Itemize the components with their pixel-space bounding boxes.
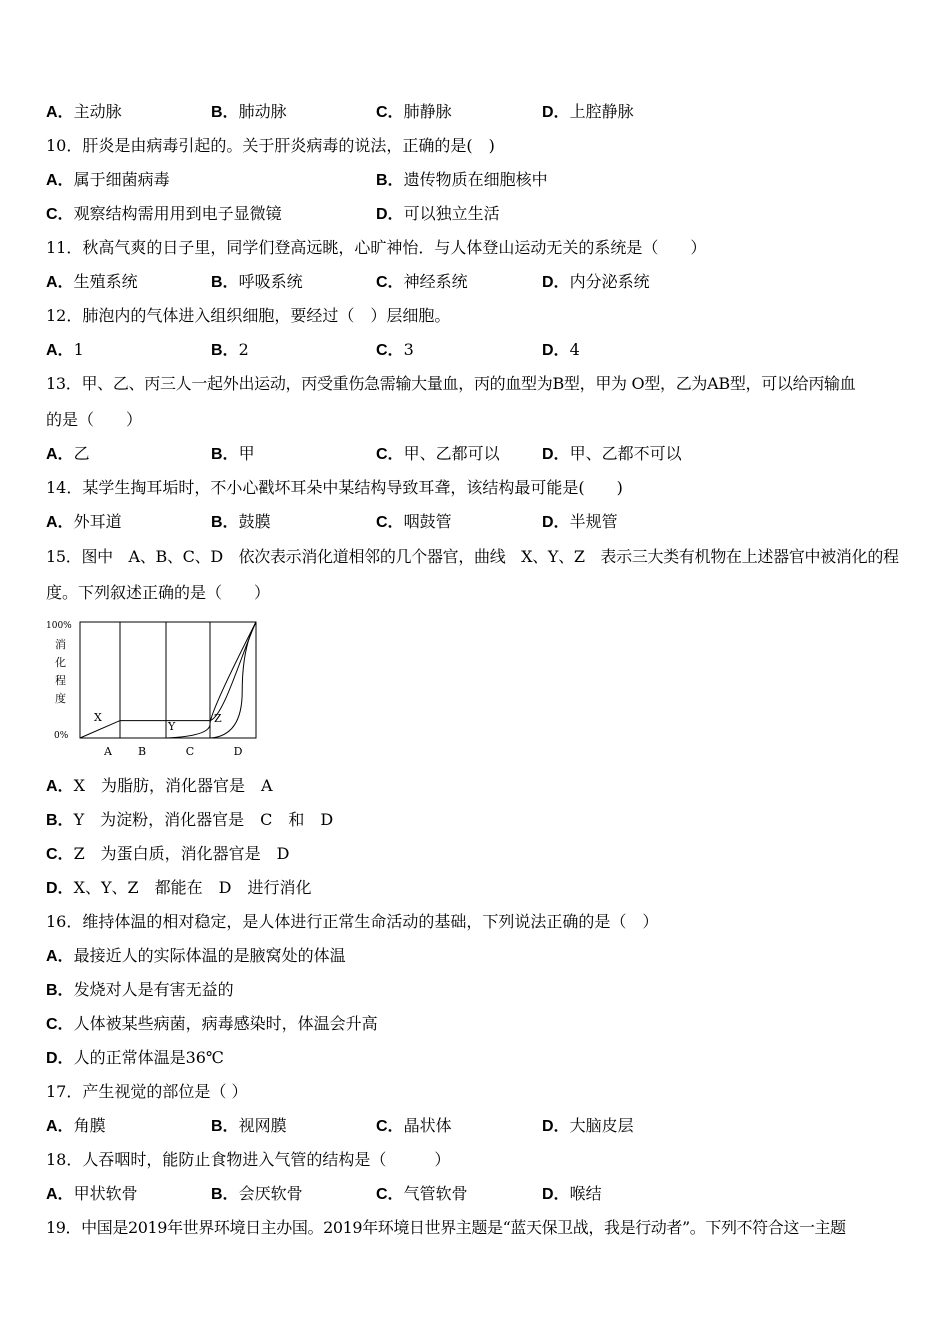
q13-stem-line1: 13．甲、乙、丙三人一起外出运动，丙受重伤急需输大量血，丙的血型为B型，甲为 O型，乙为AB型，可以给丙输血 xyxy=(46,374,856,393)
q9-option-b[interactable] xyxy=(211,101,287,124)
option-letter: B． xyxy=(46,982,74,999)
option-text: 人体被某些病菌，病毒感染时，体温会升高 xyxy=(73,1014,378,1033)
option-letter: B． xyxy=(211,1186,239,1203)
q15-option-b[interactable] xyxy=(46,809,333,832)
q12-option-a[interactable] xyxy=(46,339,84,362)
option-letter: C． xyxy=(376,342,404,359)
option-letter: B． xyxy=(211,104,239,121)
option-text: 鼓膜 xyxy=(238,512,271,531)
option-letter: C． xyxy=(46,846,74,863)
option-text: 1 xyxy=(73,340,84,359)
y-axis-label xyxy=(55,637,66,705)
option-letter: D． xyxy=(542,1186,570,1203)
option-text: 4 xyxy=(569,340,580,359)
option-letter: D． xyxy=(376,206,404,223)
option-letter: C． xyxy=(376,104,404,121)
option-letter: C． xyxy=(376,1118,404,1135)
option-text: 观察结构需用用到电子显微镜 xyxy=(73,204,282,223)
option-text: 外耳道 xyxy=(73,512,122,531)
option-text: 神经系统 xyxy=(403,272,468,291)
q17-option-b[interactable] xyxy=(211,1115,287,1138)
q12-option-c[interactable] xyxy=(376,339,414,362)
q15-option-c[interactable] xyxy=(46,843,290,866)
q14-stem: 14．某学生掏耳垢时，不小心戳坏耳朵中某结构导致耳聋，该结构最可能是( ) xyxy=(46,478,623,497)
option-text: X、Y、Z 都能在 D 进行消化 xyxy=(73,878,312,897)
option-letter: B． xyxy=(211,342,239,359)
option-text: 生殖系统 xyxy=(73,272,138,291)
q9-option-d[interactable] xyxy=(542,101,634,124)
option-letter: D． xyxy=(542,446,570,463)
option-text: 甲状软骨 xyxy=(73,1184,138,1203)
digestion-chart xyxy=(46,614,266,764)
option-letter: A． xyxy=(46,1186,74,1203)
q9-option-a[interactable] xyxy=(46,101,122,124)
q9-option-c[interactable] xyxy=(376,101,452,124)
option-letter: D． xyxy=(542,1118,570,1135)
q13-option-c[interactable] xyxy=(376,443,500,466)
option-letter: B． xyxy=(211,274,239,291)
q10-option-b[interactable] xyxy=(376,169,548,192)
option-letter: A． xyxy=(46,446,74,463)
q18-option-d[interactable] xyxy=(542,1183,602,1206)
q10-option-a[interactable] xyxy=(46,169,170,192)
option-text: 肺动脉 xyxy=(238,102,287,121)
q17-option-a[interactable] xyxy=(46,1115,106,1138)
option-letter: A． xyxy=(46,104,74,121)
option-text: 喉结 xyxy=(569,1184,602,1203)
y-axis-label-char: 消 xyxy=(55,638,66,651)
option-text: 内分泌系统 xyxy=(569,272,650,291)
q10-option-d[interactable] xyxy=(376,203,500,226)
q10-option-c[interactable] xyxy=(46,203,282,226)
option-text: 可以独立生活 xyxy=(403,204,500,223)
option-text: Y 为淀粉，消化器官是 C 和 D xyxy=(73,810,334,829)
option-letter: D． xyxy=(542,104,570,121)
option-text: 肺静脉 xyxy=(403,102,452,121)
option-text: 咽鼓管 xyxy=(403,512,452,531)
option-text: 属于细菌病毒 xyxy=(73,170,170,189)
q15-option-d[interactable] xyxy=(46,877,311,900)
option-letter: A． xyxy=(46,514,74,531)
q17-option-c[interactable] xyxy=(376,1115,452,1138)
q13-option-a[interactable] xyxy=(46,443,90,466)
option-text: X 为脂肪，消化器官是 A xyxy=(73,776,273,795)
option-letter: A． xyxy=(46,948,74,965)
q11-option-c[interactable] xyxy=(376,271,468,294)
option-letter: B． xyxy=(211,514,239,531)
q19-stem: 19．中国是2019年世界环境日主办国。2019年环境日世界主题是“蓝天保卫战，我是行动者”。下列不符合这一主题 xyxy=(46,1218,846,1237)
option-text: 乙 xyxy=(73,444,90,463)
q13-option-b[interactable] xyxy=(211,443,255,466)
option-letter: C． xyxy=(46,1016,74,1033)
option-letter: B． xyxy=(211,446,239,463)
option-letter: A． xyxy=(46,342,74,359)
option-text: 发烧对人是有害无益的 xyxy=(73,980,234,999)
option-letter: A． xyxy=(46,172,74,189)
q13-stem-line2: 的是（ ） xyxy=(46,410,143,429)
option-text: 主动脉 xyxy=(73,102,122,121)
option-text: 人的正常体温是36℃ xyxy=(73,1048,224,1067)
series-lines xyxy=(80,622,256,738)
option-letter: A． xyxy=(46,1118,74,1135)
option-letter: B． xyxy=(46,812,74,829)
q18-option-c[interactable] xyxy=(376,1183,468,1206)
q16-option-b[interactable] xyxy=(46,979,234,1002)
q15-stem-line1: 15．图中 A、B、C、D 依次表示消化道相邻的几个器官，曲线 X、Y、Z 表示三大类有机物在上述器官中被消化的程 xyxy=(46,547,899,566)
x-axis-categories xyxy=(103,745,243,758)
q16-option-a[interactable] xyxy=(46,945,346,968)
option-letter: D． xyxy=(542,514,570,531)
option-letter: C． xyxy=(376,446,404,463)
option-letter: B． xyxy=(376,172,404,189)
option-text: 晶状体 xyxy=(403,1116,452,1135)
y-bottom-label: 0% xyxy=(54,731,69,741)
q13-option-d[interactable] xyxy=(542,443,682,466)
y-axis-label-char: 度 xyxy=(55,692,66,705)
q17-stem: 17．产生视觉的部位是（ ） xyxy=(46,1082,248,1101)
x-tick-label-B: B xyxy=(137,745,147,758)
option-letter: D． xyxy=(46,1050,74,1067)
option-letter: D． xyxy=(46,880,74,897)
series-X-label: X xyxy=(94,711,102,724)
option-text: 大脑皮层 xyxy=(569,1116,634,1135)
q14-option-c[interactable] xyxy=(376,511,452,534)
option-text: 甲、乙都不可以 xyxy=(569,444,682,463)
q15-option-a[interactable] xyxy=(46,775,273,798)
q18-option-b[interactable] xyxy=(211,1183,303,1206)
option-letter: C． xyxy=(376,274,404,291)
option-letter: D． xyxy=(542,274,570,291)
option-letter: B． xyxy=(211,1118,239,1135)
option-letter: C． xyxy=(376,514,404,531)
option-text: 上腔静脉 xyxy=(569,102,634,121)
q18-stem: 18．人吞咽时，能防止食物进入气管的结构是（ ） xyxy=(46,1150,451,1169)
x-tick-label-D: D xyxy=(233,745,243,758)
option-text: 半规管 xyxy=(569,512,618,531)
option-text: Z 为蛋白质，消化器官是 D xyxy=(73,844,290,863)
series-Z-label: Z xyxy=(214,712,222,725)
option-letter: C． xyxy=(376,1186,404,1203)
option-text: 会厌软骨 xyxy=(238,1184,303,1203)
q10-stem: 10．肝炎是由病毒引起的。关于肝炎病毒的说法，正确的是( ) xyxy=(46,136,495,155)
y-axis-label-char: 化 xyxy=(55,656,66,669)
q18-option-a[interactable] xyxy=(46,1183,138,1206)
x-tick-label-A: A xyxy=(104,745,112,758)
q12-option-d[interactable] xyxy=(542,339,580,362)
option-text: 甲 xyxy=(238,444,255,463)
q14-option-a[interactable] xyxy=(46,511,122,534)
option-text: 视网膜 xyxy=(238,1116,287,1135)
q11-stem: 11．秋高气爽的日子里，同学们登高远眺，心旷神怡．与人体登山运动无关的系统是（ ） xyxy=(46,238,707,257)
y-axis-label-char: 程 xyxy=(55,674,66,687)
q17-option-d[interactable] xyxy=(542,1115,634,1138)
option-text: 呼吸系统 xyxy=(238,272,303,291)
option-text: 3 xyxy=(403,340,414,359)
q11-option-a[interactable] xyxy=(46,271,138,294)
option-text: 气管软骨 xyxy=(403,1184,468,1203)
q11-option-b[interactable] xyxy=(211,271,303,294)
q16-option-c[interactable] xyxy=(46,1013,378,1036)
q16-stem: 16．维持体温的相对稳定，是人体进行正常生命活动的基础，下列说法正确的是（ ） xyxy=(46,912,659,931)
x-tick-label-C: C xyxy=(185,745,195,758)
option-text: 甲、乙都可以 xyxy=(403,444,500,463)
option-letter: D． xyxy=(542,342,570,359)
q14-option-b[interactable] xyxy=(211,511,271,534)
q11-option-d[interactable] xyxy=(542,271,650,294)
series-Y-label: Y xyxy=(168,720,176,733)
option-letter: C． xyxy=(46,206,74,223)
option-letter: A． xyxy=(46,274,74,291)
q15-stem-line2: 度。下列叙述正确的是（ ） xyxy=(46,583,271,602)
option-text: 遗传物质在细胞核中 xyxy=(403,170,548,189)
y-top-label: 100% xyxy=(46,621,72,631)
option-text: 角膜 xyxy=(73,1116,106,1135)
q12-stem: 12．肺泡内的气体进入组织细胞，要经过（ ）层细胞。 xyxy=(46,306,451,325)
option-text: 最接近人的实际体温的是腋窝处的体温 xyxy=(73,946,346,965)
option-text: 2 xyxy=(238,340,249,359)
q16-option-d[interactable] xyxy=(46,1047,224,1070)
option-letter: A． xyxy=(46,778,74,795)
q12-option-b[interactable] xyxy=(211,339,249,362)
q14-option-d[interactable] xyxy=(542,511,618,534)
